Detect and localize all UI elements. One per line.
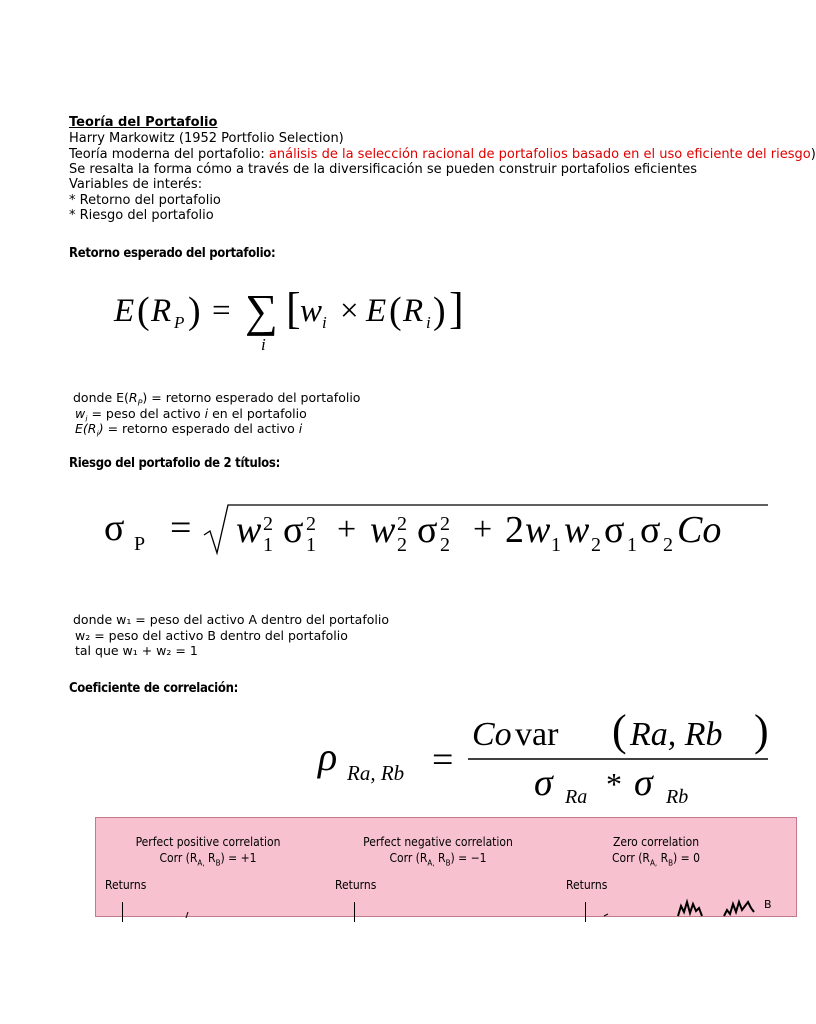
svg-text:σ: σ [534, 762, 553, 804]
svg-text:R: R [403, 293, 424, 329]
series-label: B [764, 898, 772, 911]
svg-text:var: var [515, 716, 559, 753]
svg-text:E: E [366, 293, 387, 329]
svg-text:Ra, Rb: Ra, Rb [347, 761, 405, 785]
svg-text:1: 1 [263, 534, 273, 556]
author-line: Harry Markowitz (1952 Portfolio Selection) [69, 131, 344, 146]
svg-text:σ: σ [634, 762, 653, 804]
svg-text:2: 2 [263, 513, 273, 535]
svg-text:Ra: Ra [565, 786, 588, 808]
panel-zero-title: Zero correlation Corr ($R_{A,}$ $R_B) = 0$ [611, 835, 701, 868]
svg-text:σ: σ [640, 509, 661, 551]
svg-text:1: 1 [306, 534, 316, 556]
svg-text:2: 2 [663, 534, 673, 556]
note-asset-return: $E(R_i)$ = retorno esperado del activo i [75, 421, 303, 439]
diversification-line: Se resalta la forma cómo a través de la diversificación se pueden construir portafolios eficientes [69, 162, 697, 177]
svg-text:Ra, Rb: Ra, Rb [630, 716, 723, 753]
svg-text:σ: σ [604, 509, 625, 551]
svg-text:+: + [337, 511, 357, 548]
svg-text:=: = [212, 293, 231, 329]
variables-label: Variables de interés: [69, 177, 203, 192]
page-title: Teoría del Portafolio [69, 115, 218, 130]
theory-prefix: Teoría moderna del portafolio: [69, 147, 269, 162]
svg-text:E: E [114, 293, 135, 329]
svg-text:): ) [754, 706, 769, 755]
theory-suffix: ) [810, 147, 816, 162]
panel-positive-title: Perfect positive correlation Corr ($R_{A,}$ $R_B) = +1$ [135, 835, 281, 868]
svg-text:σ: σ [417, 509, 438, 551]
theory-line [69, 147, 816, 162]
svg-text:1: 1 [627, 534, 637, 556]
svg-text:*: * [606, 766, 622, 802]
expected-return-heading: Retorno esperado del portafolio: [69, 246, 276, 261]
svg-text:): ) [433, 290, 446, 332]
svg-text:σ: σ [283, 509, 304, 551]
returns-label: Returns [566, 878, 608, 892]
svg-text:×: × [340, 293, 359, 329]
svg-text:i: i [322, 313, 327, 332]
series-positive-start [186, 912, 188, 918]
risk-heading: Riesgo del portafolio de 2 títulos: [69, 456, 280, 471]
svg-text:2: 2 [505, 509, 524, 551]
variable-item: * Riesgo del portafolio [69, 208, 214, 223]
svg-text:Co: Co [677, 509, 722, 551]
correlation-lines [96, 818, 796, 916]
svg-text:+: + [473, 511, 493, 548]
note-w2: w₂ = peso del activo B dentro del portafolio [75, 628, 348, 643]
svg-text:2: 2 [591, 534, 601, 556]
svg-text:w: w [564, 509, 590, 551]
svg-text:R: R [151, 293, 172, 329]
svg-text:[: [ [286, 284, 301, 333]
svg-text:(: ( [137, 290, 150, 332]
variable-item: * Retorno del portafolio [69, 193, 221, 208]
svg-text:2: 2 [397, 534, 407, 556]
panel-negative-title: Perfect negative correlation Corr ($R_{A,}$ $R_B) = -1$ [363, 835, 513, 868]
svg-text:P: P [174, 313, 185, 332]
note-weight: $w_i$ = peso del activo i en el portafolio [75, 406, 307, 424]
svg-text:): ) [188, 290, 201, 332]
svg-text:Rb: Rb [666, 786, 689, 808]
risk-formula [100, 497, 768, 567]
svg-text:=: = [170, 507, 192, 549]
expected-return-formula [108, 278, 478, 358]
svg-text:P: P [134, 533, 146, 555]
svg-text:2: 2 [306, 513, 316, 535]
svg-text:2: 2 [397, 513, 407, 535]
svg-text:ρ: ρ [318, 734, 338, 779]
svg-text:Co: Co [472, 716, 512, 753]
svg-text:1: 1 [551, 534, 561, 556]
correlation-heading: Coeficiente de correlación: [69, 681, 239, 696]
svg-text:w: w [236, 509, 262, 551]
svg-text:(: ( [612, 706, 627, 755]
svg-text:w: w [370, 509, 396, 551]
svg-text:2: 2 [440, 513, 450, 535]
svg-text:i: i [261, 335, 266, 354]
svg-text:w: w [300, 293, 323, 329]
svg-text:2: 2 [440, 534, 450, 556]
note-sum: tal que w₁ + w₂ = 1 [75, 643, 198, 658]
returns-label: Returns [335, 878, 377, 892]
series-zero-a [678, 902, 702, 916]
theory-highlight: análisis de la selección racional de portafolios basado en el uso eficiente del riesgo [268, 147, 811, 162]
returns-label: Returns [105, 878, 147, 892]
svg-text:=: = [432, 739, 454, 781]
svg-text:]: ] [449, 284, 464, 333]
svg-text:i: i [426, 313, 431, 332]
svg-text:(: ( [389, 290, 402, 332]
correlation-formula [314, 700, 768, 812]
svg-text:σ: σ [104, 507, 125, 549]
series-zero-b [724, 902, 754, 916]
note-expected-return: donde $E(R_P)$ = retorno esperado del portafolio [73, 390, 361, 408]
correlation-chart [95, 817, 797, 917]
svg-text:∑: ∑ [245, 285, 278, 336]
svg-text:w: w [525, 509, 551, 551]
series-zero-start [604, 914, 608, 916]
note-w1: donde w₁ = peso del activo A dentro del portafolio [73, 612, 389, 627]
